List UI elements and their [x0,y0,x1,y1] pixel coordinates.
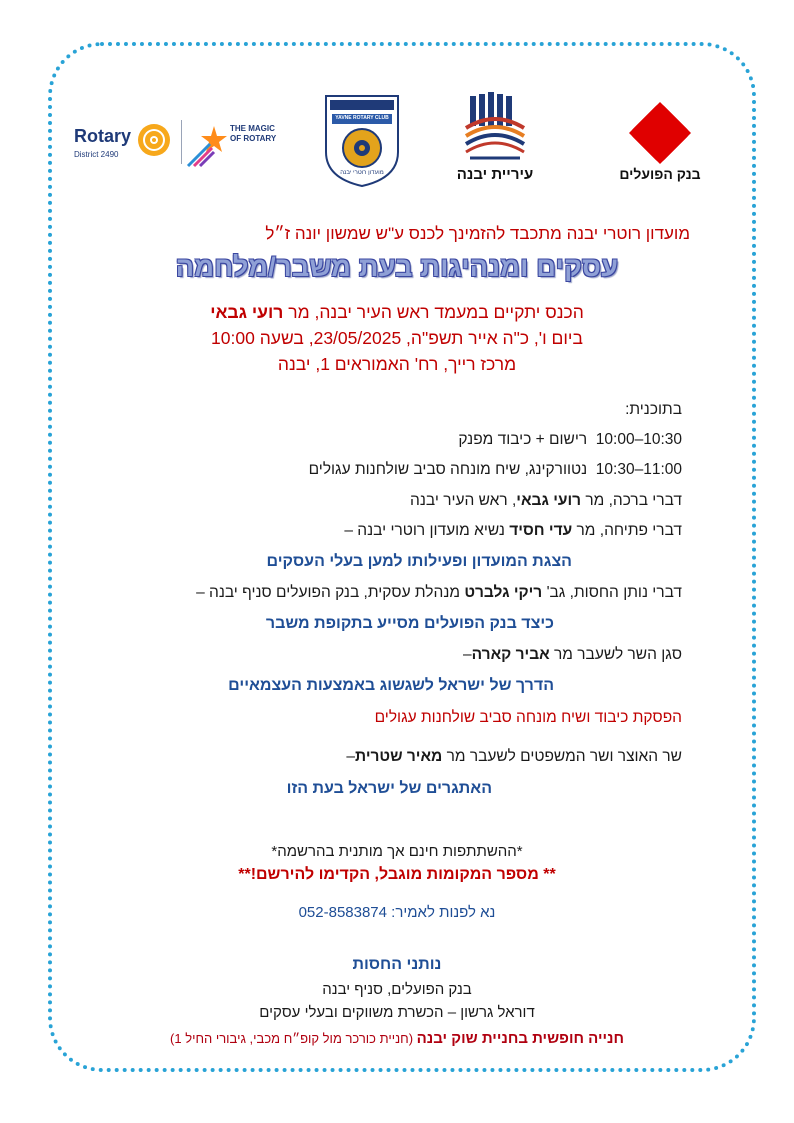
slot2-text: נטוורקינג, שיח מונחה סביב שולחנות עגולים [308,461,588,478]
event-mayor-prefix: הכנס יתקיים במעמד ראש העיר יבנה, מר [288,302,584,322]
sponsor-suffix: מנהלת עסקית, בנק הפועלים סניף יבנה – [196,584,465,601]
magic-line1: THE MAGIC [230,124,275,133]
magic-line2: OF ROTARY [230,134,277,143]
parking-line [0,1030,794,1047]
yavne-city-logo [440,90,550,190]
treasury-prefix: שר האוצר ושר המשפטים לשעבר מר [446,748,682,765]
program-minister [463,646,682,664]
logo-divider [181,120,182,164]
slot1-time: 10:00–10:30 [595,431,682,448]
registration-limited: ** מספר המקומות מוגבל, הקדימו להירשם!** [238,866,556,883]
program-heading: בתוכנית: [625,401,682,418]
event-mayor-line [0,302,794,323]
treasury-topic: האתגרים של ישראל בעת הזו [286,780,492,797]
greeting-name: רועי גבאי [516,492,582,509]
sponsor-topic: כיצד בנק הפועלים מסייע בתקופת משבר [265,615,554,632]
event-location-line: מרכז רייך, רח' האמוראים 1, יבנה [277,354,517,374]
yavne-city-icon [460,90,530,164]
registration-free: *ההשתתפות חינם אך מותנית בהרשמה* [271,843,523,860]
bank-hapoalim-icon [625,100,695,166]
greeting-prefix: דברי ברכה, מר [585,492,682,509]
slot2-time: 10:30–11:00 [595,461,682,478]
program-break: הפסקת כיבוד ושיח מונחה סביב שולחנות עגולים [374,709,682,726]
rotary-wheel-icon [136,122,172,158]
club-shield-caption: מועדון רוטרי יבנה [340,170,384,176]
program-opening [344,522,682,540]
rotary-district-logo [72,120,178,164]
opening-suffix: נשיא מועדון רוטרי יבנה – [344,522,510,539]
minister-topic: הדרך של ישראל לשגשוג באמצעות העצמאיים [228,677,554,694]
sponsors-line2: דוראל גרשון – הכשרת משווקים ובעלי עסקים [259,1004,535,1021]
event-mayor-name: רועי גבאי [210,302,284,322]
parking-bold: חנייה חופשית בחניית שוק יבנה [416,1030,624,1047]
program-slot-1 [458,431,682,449]
program-treasury [346,748,682,766]
rotary-district: District 2490 [74,150,119,159]
sponsor-prefix: דברי נותן החסות, גב' [546,584,682,601]
treasury-suffix: – [346,748,355,765]
bank-hapoalim-label: בנק הפועלים [619,166,701,182]
club-shield-name: YAVNE ROTARY CLUB [335,115,389,121]
invitation-line: מועדון רוטרי יבנה מתכבד להזמינך לכנס ע"ש שמשון יונה ז״ל [265,224,690,243]
event-date-line: ביום ו', כ"ה אייר תשפ"ה, 23/05/2025, בשעה 10:00 [211,328,583,348]
minister-suffix: – [463,646,472,663]
sponsors-line1: בנק הפועלים, סניף יבנה [322,981,472,998]
yavne-city-label: עיריית יבנה [456,166,534,183]
sponsors-heading: נותני החסות [352,956,442,973]
event-title: עסקים ומנהיגות בעת משבר/מלחמה [175,252,619,282]
program-slot-2 [309,461,682,479]
star-icon [186,122,228,168]
bank-hapoalim-logo [612,100,708,190]
opening-topic: הצגת המועדון ופעילותו למען בעלי העסקים [266,553,572,570]
opening-prefix: דברי פתיחה, מר [576,522,682,539]
registration-contact: נא לפנות לאמיר: 052-8583874 [298,904,496,921]
minister-prefix: סגן השר לשעבר מר [554,646,682,663]
opening-name: עדי חסיד [509,522,573,539]
greeting-suffix: , ראש העיר יבנה [410,492,517,509]
program-sponsor-speech [196,584,682,602]
minister-name: אביר קארה [471,646,550,663]
parking-detail: (חניית כורכר מול קופ״ח מכבי, גיבורי החיל 1) [170,1031,417,1046]
magic-of-rotary-logo [186,118,278,170]
yavne-rotary-club-shield [322,92,402,188]
treasury-name: מאיר שטרית [355,748,443,765]
rotary-wordmark: Rotary [74,126,132,146]
slot1-text: רישום + כיבוד מפנק [458,431,588,448]
sponsor-name: ריקי גלברט [464,584,543,601]
program-greeting [410,492,682,510]
